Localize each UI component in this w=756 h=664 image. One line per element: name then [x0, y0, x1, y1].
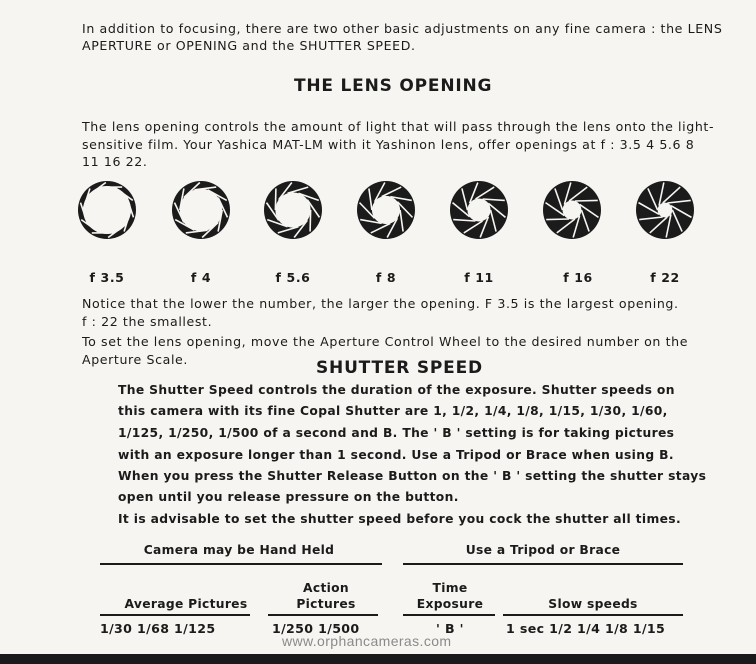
- column-rule-time: [403, 614, 495, 616]
- notice-line-1: Notice that the lower the number, the larger the opening. F 3.5 is the largest opening.: [82, 296, 679, 311]
- shutter-line-5: When you press the Shutter Release Button on the ' B ' setting the shutter stays: [118, 469, 707, 483]
- aperture-blade-edge: [575, 200, 598, 201]
- aperture-diagram-f8: [354, 178, 418, 242]
- shutter-line-4: with an exposure longer than 1 second. Use a Tripod or Brace when using B.: [118, 448, 674, 462]
- lens-paragraph-line-3: 11 16 22.: [82, 154, 148, 169]
- aperture-label-f4: f 4: [190, 270, 212, 285]
- aperture-diagram-f3-5: [75, 178, 139, 242]
- aperture-label-f5-6: f 5.6: [275, 270, 311, 285]
- aperture-blade-edge: [310, 210, 311, 232]
- values-slow: 1 sec 1/2 1/4 1/8 1/15: [506, 621, 666, 636]
- values-average: 1/30 1/68 1/125: [100, 621, 216, 636]
- notice-line-3: To set the lens opening, move the Aperture Control Wheel to the desired number on the: [82, 334, 689, 349]
- aperture-diagram-f22: [633, 178, 697, 242]
- group-rule-hand-held: [100, 563, 382, 565]
- shutter-speed-heading: SHUTTER SPEED: [316, 358, 483, 378]
- aperture-label-f3-5: f 3.5: [89, 270, 125, 285]
- shutter-line-3: 1/125, 1/250, 1/500 of a second and B. The ' B ' setting is for taking pictures: [118, 426, 675, 440]
- values-action: 1/250 1/500: [272, 621, 360, 636]
- group-rule-tripod: [403, 563, 683, 565]
- column-rule-slow: [503, 614, 683, 616]
- column-rule-action: [268, 614, 378, 616]
- scan-bottom-edge: [0, 654, 756, 664]
- watermark: www.orphancameras.com: [282, 633, 452, 649]
- aperture-diagram-f5-6: [261, 178, 325, 242]
- aperture-blade-edge: [546, 219, 569, 220]
- aperture-label-f22: f 22: [650, 270, 680, 285]
- aperture-label-f8: f 8: [375, 270, 397, 285]
- group-header-tripod: Use a Tripod or Brace: [465, 543, 621, 557]
- column-header-time: Time Exposure: [416, 581, 484, 611]
- column-header-slow: Slow speeds: [548, 597, 638, 611]
- aperture-diagram-f16: [540, 178, 604, 242]
- aperture-label-f16: f 16: [563, 270, 593, 285]
- aperture-diagram-f4: [169, 178, 233, 242]
- group-header-hand-held: Camera may be Hand Held: [143, 543, 335, 557]
- column-header-action: Action Pictures: [296, 581, 356, 611]
- aperture-blade-edge: [275, 188, 276, 210]
- values-time: ' B ': [436, 621, 464, 636]
- column-header-average: Average Pictures: [124, 597, 248, 611]
- shutter-line-1: The Shutter Speed controls the duration of the exposure. Shutter speeds on: [118, 383, 675, 397]
- intro-line-2: APERTURE or OPENING and the SHUTTER SPEED.: [82, 38, 416, 53]
- shutter-line-6: open until you release pressure on the button.: [118, 490, 459, 504]
- lens-opening-heading: THE LENS OPENING: [294, 76, 493, 96]
- shutter-line-7: It is advisable to set the shutter speed before you cock the shutter all times.: [118, 512, 682, 526]
- aperture-label-f11: f 11: [464, 270, 494, 285]
- lens-paragraph-line-2: sensitive film. Your Yashica MAT-LM with it Yashinon lens, offer openings at f : 3.5 4 5.6 8: [82, 137, 695, 152]
- notice-line-4: Aperture Scale.: [82, 352, 188, 367]
- notice-line-2: f : 22 the smallest.: [82, 314, 213, 329]
- shutter-line-2: this camera with its fine Copal Shutter are 1, 1/2, 1/4, 1/8, 1/15, 1/30, 1/60,: [118, 404, 668, 418]
- column-rule-average: [100, 614, 250, 616]
- intro-line-1: In addition to focusing, there are two other basic adjustments on any fine camera : the LENS: [82, 21, 723, 36]
- aperture-diagram-f11: [447, 178, 511, 242]
- lens-paragraph-line-1: The lens opening controls the amount of light that will pass through the lens onto the light-: [82, 119, 715, 134]
